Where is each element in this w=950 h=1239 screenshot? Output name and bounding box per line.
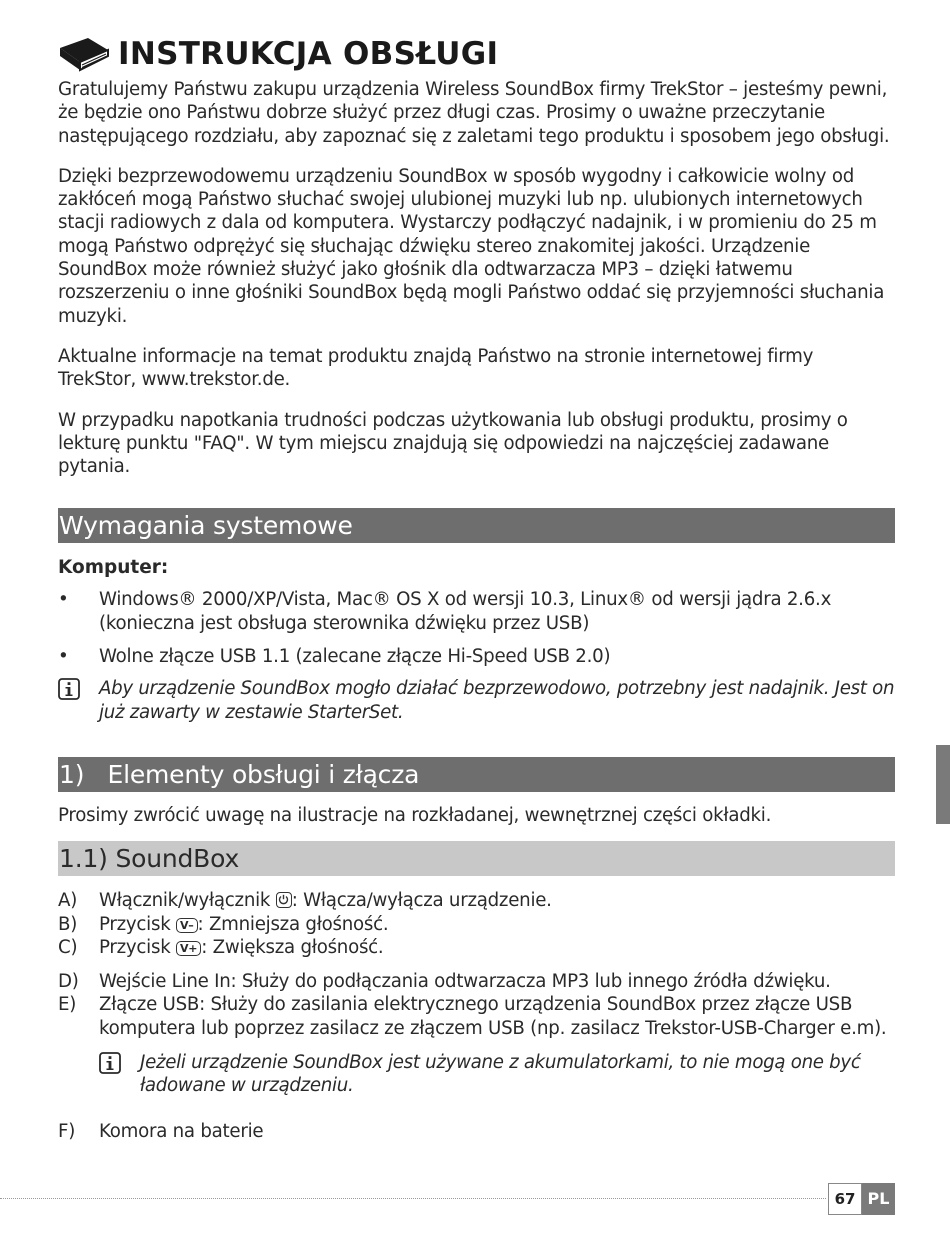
item-label: B) xyxy=(58,913,78,935)
language-badge: PL xyxy=(862,1183,895,1215)
item-text: Włącznik/wyłącznik xyxy=(99,890,276,912)
list-item xyxy=(58,645,895,668)
volume-up-key-icon: V+ xyxy=(176,941,201,956)
list-item xyxy=(58,936,895,959)
list-item-text: Windows® 2000/XP/Vista, Mac® OS X od wersji 10.3, Linux® od wersji jądra 2.6.x (konieczna jest obsługa sterownika dźwięku przez USB) xyxy=(99,589,832,634)
item-label: D) xyxy=(58,971,79,993)
section-controls xyxy=(58,757,895,792)
item-text: : Zwiększa głośność. xyxy=(201,936,384,958)
info-icon xyxy=(99,1051,140,1098)
power-icon xyxy=(276,892,292,908)
list-item xyxy=(58,1120,895,1143)
item-text: Komora na baterie xyxy=(99,1120,264,1142)
title-row xyxy=(58,30,895,78)
controls-intro-text: Prosimy zwrócić uwagę na ilustracje na rozkładanej, wewnętrznej części okładki. xyxy=(58,804,772,826)
info-note-text: Aby urządzenie SoundBox mogło działać bezprzewodowo, potrzebny jest nadajnik. Jest on już zawarty w zestawie StarterSet. xyxy=(99,678,895,723)
intro-paragraph-1: Gratulujemy Państwu zakupu urządzenia Wireless SoundBox firmy TrekStor – jesteśmy pewni, że będzie ono Państwu dobrze służyć przez długi czas. Prosimy o uważne przeczytanie następującego rozdziału, aby zapoznać się z zaletami tego produktu i sposobem jego obsługi. xyxy=(58,79,890,147)
item-text: Przycisk xyxy=(99,913,177,935)
info-icon xyxy=(58,677,99,724)
section-system-requirements xyxy=(58,508,895,543)
intro-paragraph-3: Aktualne informacje na temat produktu znajdą Państwo na stronie internetowej firmy TrekStor, www.trekstor.de. xyxy=(58,345,814,391)
intro-paragraph-4: W przypadku napotkania trudności podczas użytkowania lub obsługi produktu, prosimy o lekturę punktu "FAQ". W tym miejscu znajdują się odpowiedzi na najczęściej zadawane pytania. xyxy=(58,409,848,478)
item-text: Złącze USB: Służy do zasilania elektrycznego urządzenia SoundBox przez złącze USB komputera lub poprzez zasilacz ze złączem USB (np. zasilacz Trekstor-USB-Charger e.m). xyxy=(99,994,887,1039)
section-title: 1) Elementy obsługi i złącza xyxy=(59,759,420,789)
footer-divider xyxy=(0,1198,826,1199)
section-soundbox xyxy=(58,841,895,876)
list-item xyxy=(58,993,895,1040)
volume-down-key-icon: V– xyxy=(176,918,198,933)
item-label: A) xyxy=(58,890,78,912)
intro-paragraph-2: Dzięki bezprzewodowemu urządzeniu SoundBox w sposób wygodny i całkowicie wolny od zakłóceń mogą Państwo słuchać swojej ulubionej muzyki lub np. ulubionych internetowych stacji radiowych z dala od komputera. Wystarczy podłączyć nadajnik, i w promieniu do 25 m mogą Państwo odprężyć się słuchając dźwięku stereo znakomitej jakości. Urządzenie SoundBox może również służyć jako głośnik dla odtwarzacza MP3 – dzięki łatwemu rozszerzeniu o inne głośniki SoundBox będą mogli Państwo oddać się przyjemności słuchania muzyki. xyxy=(58,165,885,327)
computer-subheading: Komputer: xyxy=(58,557,169,579)
list-item xyxy=(58,913,895,936)
list-item-text: Wolne złącze USB 1.1 (zalecane złącze Hi-Speed USB 2.0) xyxy=(99,646,611,668)
info-note-text: Jeżeli urządzenie SoundBox jest używane z akumulatorkami, to nie mogą one być ładowane w urządzeniu. xyxy=(140,1052,861,1097)
page-title: INSTRUKCJA OBSŁUGI xyxy=(118,36,499,72)
item-label: C) xyxy=(58,936,78,958)
list-item xyxy=(58,970,895,993)
page-number: 67 xyxy=(828,1183,862,1215)
manual-page xyxy=(58,30,895,1143)
bullet-marker: • xyxy=(58,646,69,668)
bullet-marker: • xyxy=(58,589,69,611)
section-title: Wymagania systemowe xyxy=(59,511,353,541)
item-text: : Włącza/wyłącza urządzenie. xyxy=(291,890,552,912)
list-item xyxy=(58,588,895,635)
book-icon xyxy=(58,34,110,74)
info-note xyxy=(58,677,895,724)
item-text: Przycisk xyxy=(99,936,177,958)
info-note xyxy=(58,1051,895,1098)
item-label: F) xyxy=(58,1120,76,1142)
item-text: : Zmniejsza głośność. xyxy=(197,913,389,935)
item-label: E) xyxy=(58,994,77,1016)
list-item xyxy=(58,889,895,912)
section-title: 1.1) SoundBox xyxy=(59,844,240,874)
chapter-tab xyxy=(936,745,950,824)
item-text: Wejście Line In: Służy do podłączania odtwarzacza MP3 lub innego źródła dźwięku. xyxy=(99,971,831,993)
